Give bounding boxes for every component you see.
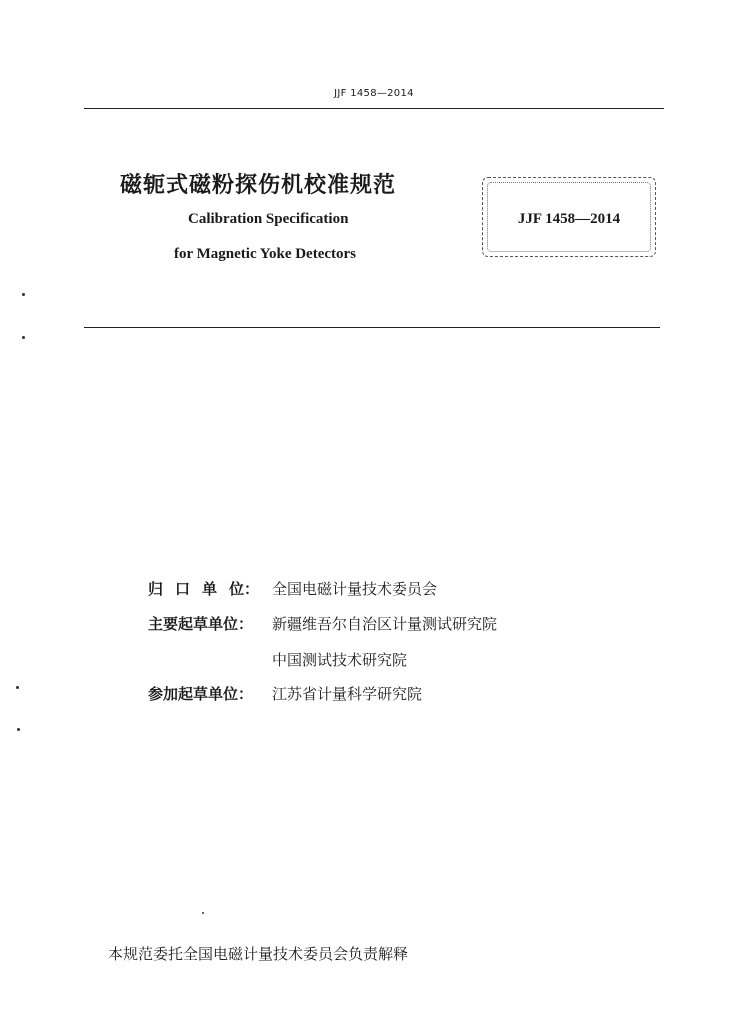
title-english-line-1: Calibration Specification: [188, 211, 349, 227]
scan-speck: [17, 728, 20, 731]
org-row-responsible-unit: [148, 578, 437, 599]
org-label-responsible-unit: 归 口 单 位：: [148, 580, 260, 598]
org-value-main-drafting-unit-1: 新疆维吾尔自治区计量测试研究院: [272, 615, 498, 633]
title-chinese: 磁轭式磁粉探伤机校准规范: [120, 173, 397, 198]
scan-speck: [202, 912, 204, 914]
specification-code-box: [482, 177, 656, 257]
org-row-main-drafting-unit: [148, 613, 497, 634]
footer-note: 本规范委托全国电磁计量技术委员会负责解释: [108, 945, 409, 963]
org-row-main-drafting-unit-2: [148, 649, 407, 670]
title-english-line-2: for Magnetic Yoke Detectors: [174, 246, 357, 262]
org-row-participating-unit: [148, 683, 422, 704]
org-label-main-drafting-unit: 主要起草单位：: [148, 615, 254, 633]
scan-speck: [16, 686, 19, 689]
bottom-rule: [84, 327, 660, 328]
org-value-responsible-unit: 全国电磁计量技术委员会: [272, 580, 438, 598]
scan-speck: [22, 293, 25, 296]
top-rule: [84, 108, 664, 109]
org-value-participating-unit: 江苏省计量科学研究院: [272, 685, 423, 703]
scan-speck: [22, 336, 25, 339]
specification-code: JJF 1458—2014: [517, 211, 621, 227]
org-label-participating-unit: 参加起草单位：: [148, 685, 254, 703]
org-value-main-drafting-unit-2: 中国测试技术研究院: [272, 651, 408, 669]
header-code: JJF 1458—2014: [334, 88, 414, 99]
